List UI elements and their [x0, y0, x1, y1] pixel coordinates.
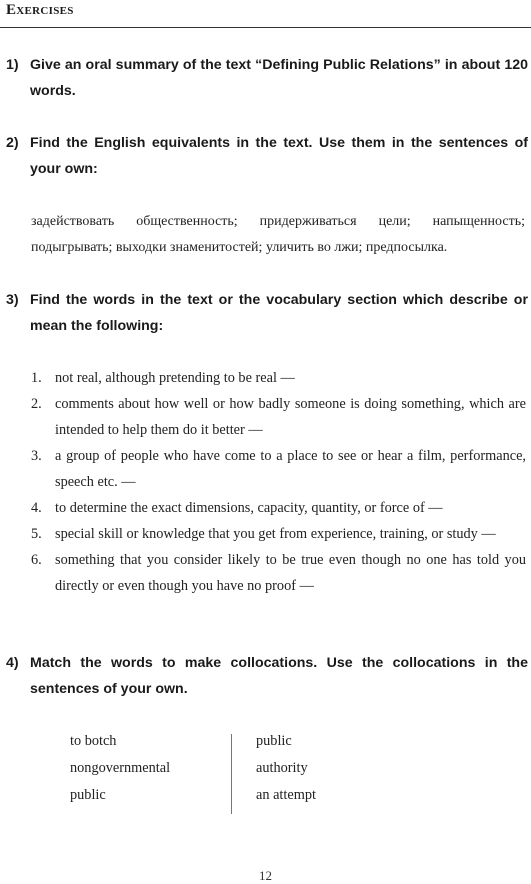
- exercise-3-number: 3): [6, 292, 19, 308]
- exercise-1-number: 1): [6, 57, 19, 73]
- definition-item: [31, 365, 526, 391]
- collocation-left-column: [70, 728, 170, 809]
- exercise-3-text: Find the words in the text or the vocabulary section which describe or mean the following:: [30, 292, 528, 334]
- exercise-2: [6, 130, 528, 182]
- collocation-word: public: [256, 733, 292, 749]
- exercise-4: [6, 650, 528, 702]
- definition-text: to determine the exact dimensions, capacity, quantity, or force of —: [55, 500, 443, 516]
- exercise-4-text: Match the words to make collocations. Use the collocations in the sentences of your own.: [30, 655, 528, 697]
- collocation-word: to botch: [70, 733, 117, 749]
- definition-number: 1.: [31, 370, 42, 386]
- definition-text: something that you consider likely to be true even though no one has told you directly or even though you have no proof —: [55, 552, 526, 594]
- collocation-table: [70, 728, 370, 816]
- definition-number: 3.: [31, 448, 42, 464]
- header-rule: [0, 27, 531, 28]
- definition-list: [31, 365, 526, 599]
- collocation-word: public: [70, 787, 106, 803]
- definition-number: 2.: [31, 396, 42, 412]
- collocation-word: nongovernmental: [70, 760, 171, 776]
- exercise-1-text: Give an oral summary of the text “Defining Public Relations” in about 120 words.: [30, 57, 528, 99]
- russian-terms: задействовать общественность; придерживаться цели; напыщенность; подыгрывать; выходки знаменитостей; уличить во лжи; предпосылка.: [31, 214, 525, 255]
- definition-item: [31, 495, 526, 521]
- definition-number: 4.: [31, 500, 42, 516]
- exercise-4-number: 4): [6, 655, 19, 671]
- collocation-word: authority: [256, 760, 308, 776]
- exercise-2-number: 2): [6, 135, 19, 151]
- definition-text: not real, although pretending to be real —: [55, 370, 295, 386]
- definition-text: special skill or knowledge that you get from experience, training, or study —: [55, 526, 496, 542]
- definition-number: 5.: [31, 526, 42, 542]
- collocation-right-column: [256, 728, 316, 809]
- definition-item: [31, 443, 526, 495]
- definition-item: [31, 391, 526, 443]
- definition-text: a group of people who have come to a place to see or hear a film, performance, speech etc. —: [55, 448, 526, 490]
- exercise-2-text: Find the English equivalents in the text. Use them in the sentences of your own:: [30, 135, 528, 177]
- exercise-3: [6, 287, 528, 339]
- column-divider: [231, 734, 232, 814]
- collocation-word: an attempt: [256, 787, 316, 803]
- section-title: Exercises: [6, 2, 74, 18]
- definition-item: [31, 521, 526, 547]
- definition-item: [31, 547, 526, 599]
- page-number: 12: [259, 868, 272, 883]
- definition-number: 6.: [31, 552, 42, 568]
- definition-text: comments about how well or how badly someone is doing something, which are intended to help them do it better —: [55, 396, 526, 438]
- exercise-1: [6, 52, 528, 104]
